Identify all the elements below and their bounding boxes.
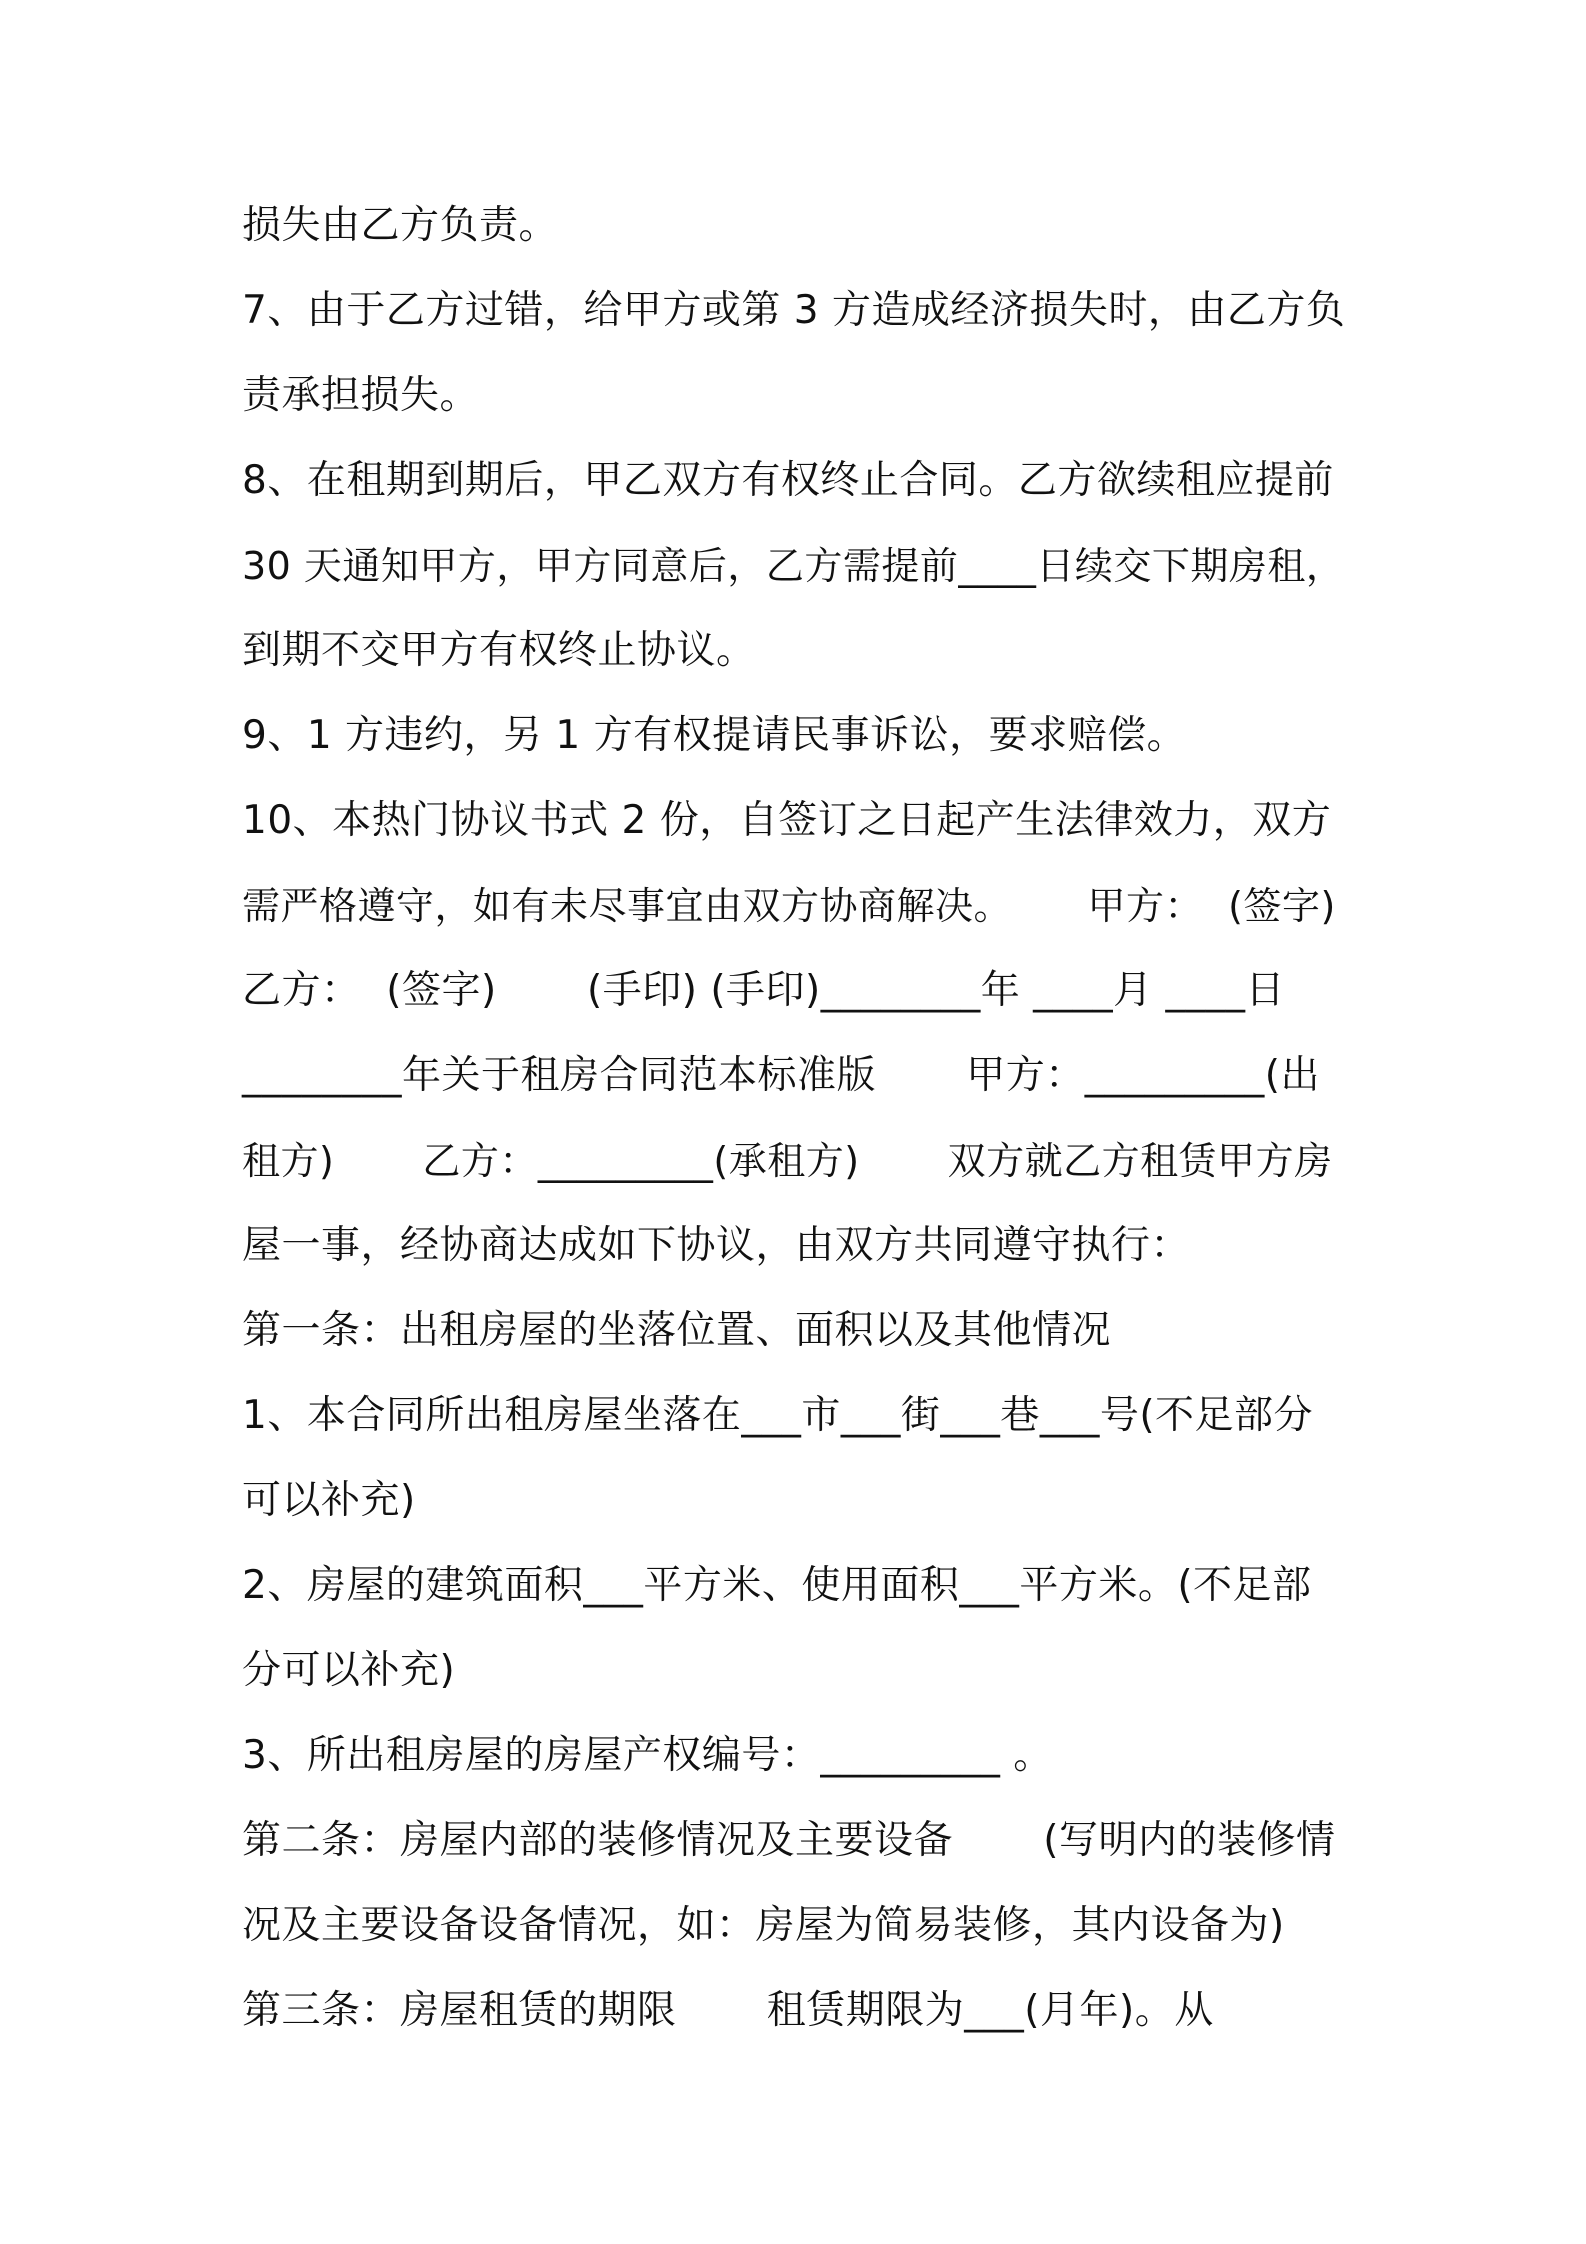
text-line-17: 2、房屋的建筑面积___平方米、使用面积___平方米。(不足部 [242, 1563, 1312, 1608]
text-line-2: 7、由于乙方过错，给甲方或第 3 方造成经济损失时，由乙方负 [242, 288, 1346, 333]
text-line-1: 损失由乙方负责。 [242, 203, 559, 248]
text-line-8: 10、本热门协议书式 2 份，自签订之日起产生法律效力，双方 [242, 798, 1332, 843]
text-line-15: 1、本合同所出租房屋坐落在___市___街___巷___号(不足部分 [242, 1393, 1314, 1438]
text-line-9: 需严格遵守，如有未尽事宜由双方协商解决。 甲方： (签字) [242, 884, 1336, 928]
text-line-21: 况及主要设备设备情况，如：房屋为简易装修，其内设备为) [242, 1903, 1285, 1948]
text-line-7: 9、1 方违约，另 1 方有权提请民事诉讼，要求赔偿。 [242, 713, 1187, 758]
text-line-11: ________年关于租房合同范本标准版 甲方：_________(出 [242, 1053, 1320, 1098]
article-heading-2: 第二条：房屋内部的装修情况及主要设备 (写明内的装修情 [242, 1818, 1336, 1863]
text-line-19: 3、所出租房屋的房屋产权编号：_________ 。 [242, 1733, 1053, 1778]
text-line-10: 乙方： (签字) (手印) (手印)________年 ____月 ____日 [242, 968, 1286, 1013]
text-line-18: 分可以补充) [242, 1648, 456, 1693]
text-line-3: 责承担损失。 [242, 373, 480, 418]
text-line-12: 租方) 乙方：_________(承租方) 双方就乙方租赁甲方房 [242, 1139, 1333, 1183]
text-line-5: 30 天通知甲方，甲方同意后，乙方需提前____日续交下期房租， [242, 544, 1345, 588]
article-heading-3: 第三条：房屋租赁的期限 租赁期限为___(月年)。从 [242, 1988, 1214, 2033]
text-line-6: 到期不交甲方有权终止协议。 [242, 628, 756, 673]
text-line-4: 8、在租期到期后，甲乙双方有权终止合同。乙方欲续租应提前 [242, 458, 1334, 503]
article-heading-1: 第一条：出租房屋的坐落位置、面积以及其他情况 [242, 1308, 1112, 1353]
text-line-13: 屋一事，经协商达成如下协议，由双方共同遵守执行： [242, 1223, 1191, 1268]
text-line-16: 可以补充) [242, 1478, 416, 1523]
